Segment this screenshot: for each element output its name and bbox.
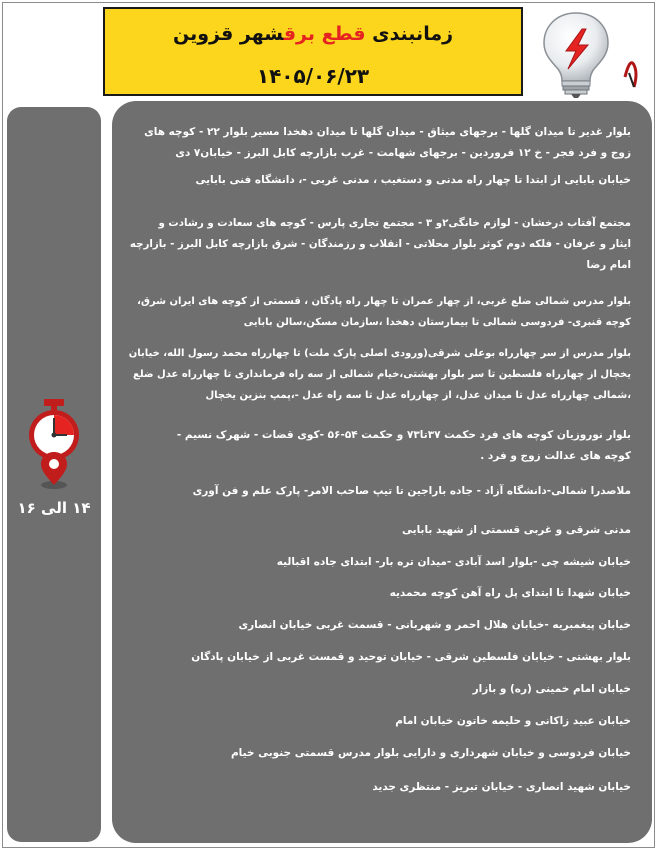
schedule-item-line: ملاصدرا شمالی-دانشگاه آزاد - جاده باراجین تا تیپ صاحب الامر- پارک علم و فن آوری [192, 485, 631, 497]
schedule-item [129, 552, 631, 573]
time-panel [7, 107, 101, 842]
schedule-item-line: بلوار مدرس شمالی ضلع غربی، از چهار عمران تا چهار راه پادگان ، قسمتی از کوچه های ایران شرق، [137, 296, 631, 307]
schedule-item-line: مدنی شرقی و غربی قسمتی از شهید بابایی [402, 524, 631, 536]
schedule-item-line: بلوار بهشتی - خیابان فلسطین شرقی - خیابان توحید و قمست غربی از خیابان پادگان [191, 651, 631, 663]
schedule-item-line: خیابان شهید انصاری - خیابان تبریز - منتظری جدید [372, 781, 631, 793]
page-title [105, 23, 521, 45]
schedule-item [129, 343, 631, 406]
schedule-item-line: بلوار غدیر تا میدان گلها - برجهای میثاق - میدان گلها تا میدان دهخدا مسیر بلوار ۲۲ - کوچه های [144, 126, 631, 138]
clock-location-pin-icon [22, 397, 86, 493]
schedule-item [129, 583, 631, 604]
schedule-item-line: بلوار نوروزیان کوچه های فرد حکمت ۳۷تا۷۳ و حکمت ۵۴-۵۶ -کوی قضات - شهرک نسیم - [176, 429, 631, 441]
header-banner [103, 7, 523, 96]
schedule-item [129, 679, 631, 700]
schedule-item-line: خیابان امام خمینی (ره) و بازار [472, 683, 631, 695]
schedule-date: ۱۴۰۵/۰۶/۲۳ [256, 64, 370, 88]
schedule-item-line: خیابان عبید زاکانی و حلیمه خاتون خیابان امام [395, 715, 631, 727]
schedule-item [129, 170, 631, 191]
title-highlight: قطع برق [283, 23, 366, 45]
schedule-item-line: بلوار مدرس از سر چهارراه بوعلی شرقی(ورودی اصلی پارک ملت) تا چهارراه محمد رسول الله، خیابان [128, 348, 631, 359]
schedule-item-line: خیابان شهدا تا ابتدای پل راه آهن کوچه محمدیه [389, 587, 631, 599]
schedule-item [129, 122, 631, 164]
schedule-item [129, 743, 631, 764]
schedule-item [129, 520, 631, 541]
schedule-item [129, 711, 631, 732]
title-prefix: زمانبندی [372, 23, 454, 45]
schedule-item-line: خیابان بابایی از ابتدا تا چهار راه مدنی و دستغیب ، مدنی غربی -، دانشگاه فنی بابایی [195, 174, 631, 186]
schedule-item [129, 777, 631, 798]
schedule-item-line: خیابان شیشه چی -بلوار اسد آبادی -میدان تره بار- ابتدای جاده اقبالیه [276, 556, 631, 568]
light-bulb-lightning-icon [530, 7, 640, 99]
schedule-item-line: مجتمع آفتاب درخشان - لوازم خانگی۲و ۳ - مجتمع تجاری پارس - کوچه های سعادت و رشادت و [158, 217, 631, 229]
schedule-item-line: ،شمالی چهارراه عدل تا میدان عدل، از چهارراه عدل تا سه راه عدل -،پمپ بنزین یخچال [205, 390, 631, 401]
title-suffix: شهر قزوین [172, 23, 284, 45]
schedule-item-line: خیابان فردوسی و خیابان شهرداری و دارایی بلوار مدرس قسمتی جنوبی خیام [230, 747, 631, 759]
schedule-item-line: یخچال از چهارراه فلسطین تا سر بلوار بهشتی،خیام شمالی از سه راه فرمانداری تا چهارراه عدل ضلع [133, 369, 631, 380]
schedule-item-line: کوچه های عدالت زوج و فرد . [480, 450, 631, 462]
schedule-item [129, 213, 631, 276]
time-range: ۱۴ الی ۱۶ [17, 499, 91, 517]
schedule-item [129, 291, 631, 333]
schedule-item-line: زوج و فرد فجر - خ ۱۲ فروردین - برجهای شهامت - غرب بازارچه کابل البرز - خیابان۷ دی [175, 147, 631, 159]
schedule-item-line: خیابان پیغمبریه -خیابان هلال احمر و شهربانی - قسمت غربی خیابان انصاری [238, 619, 631, 631]
schedule-item [129, 481, 631, 502]
schedule-item-line: کوچه قنبری- فردوسی شمالی تا بیمارستان دهخدا ،سازمان مسکن،سالن بابایی [243, 317, 631, 328]
schedule-item [129, 615, 631, 636]
schedule-item [129, 647, 631, 668]
schedule-item-line: ایثار و عرفان - فلکه دوم کوثر بلوار محلاتی - انقلاب و رزمندگان - شرق بازارچه کابل البرز - بازارچه [129, 238, 631, 250]
schedule-item-line: امام رضا [586, 259, 631, 271]
schedule-item [129, 425, 631, 467]
